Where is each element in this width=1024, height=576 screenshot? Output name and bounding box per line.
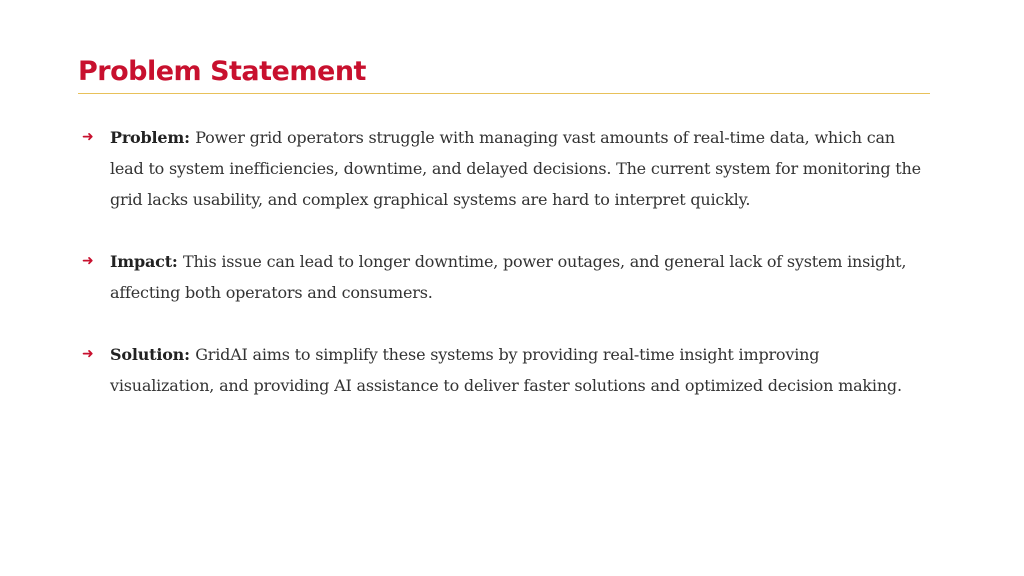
bullet-label: Solution: xyxy=(110,345,196,364)
bullet-label: Problem: xyxy=(110,128,196,147)
arrow-right-icon: ➜ xyxy=(82,253,94,269)
slide-title: Problem Statement xyxy=(78,56,366,87)
arrow-right-icon: ➜ xyxy=(82,129,94,145)
bullet-text: Power grid operators struggle with managing vast amounts of real-time data, which can lead to system inefficiencies, downtime, and delayed decisions. The current system for monitoring the grid lacks usability, and complex graphical systems are hard to interpret quickly. xyxy=(110,128,921,209)
bullet-list xyxy=(82,122,922,432)
title-divider xyxy=(78,93,930,94)
arrow-right-icon: ➜ xyxy=(82,346,94,362)
bullet-solution xyxy=(82,339,922,401)
bullet-label: Impact: xyxy=(110,252,183,271)
bullet-text: GridAI aims to simplify these systems by providing real-time insight improving visualization, and providing AI assistance to deliver faster solutions and optimized decision making. xyxy=(110,345,902,395)
bullet-impact xyxy=(82,246,922,308)
bullet-text: This issue can lead to longer downtime, power outages, and general lack of system insight, affecting both operators and consumers. xyxy=(110,252,907,302)
bullet-problem xyxy=(82,122,922,215)
